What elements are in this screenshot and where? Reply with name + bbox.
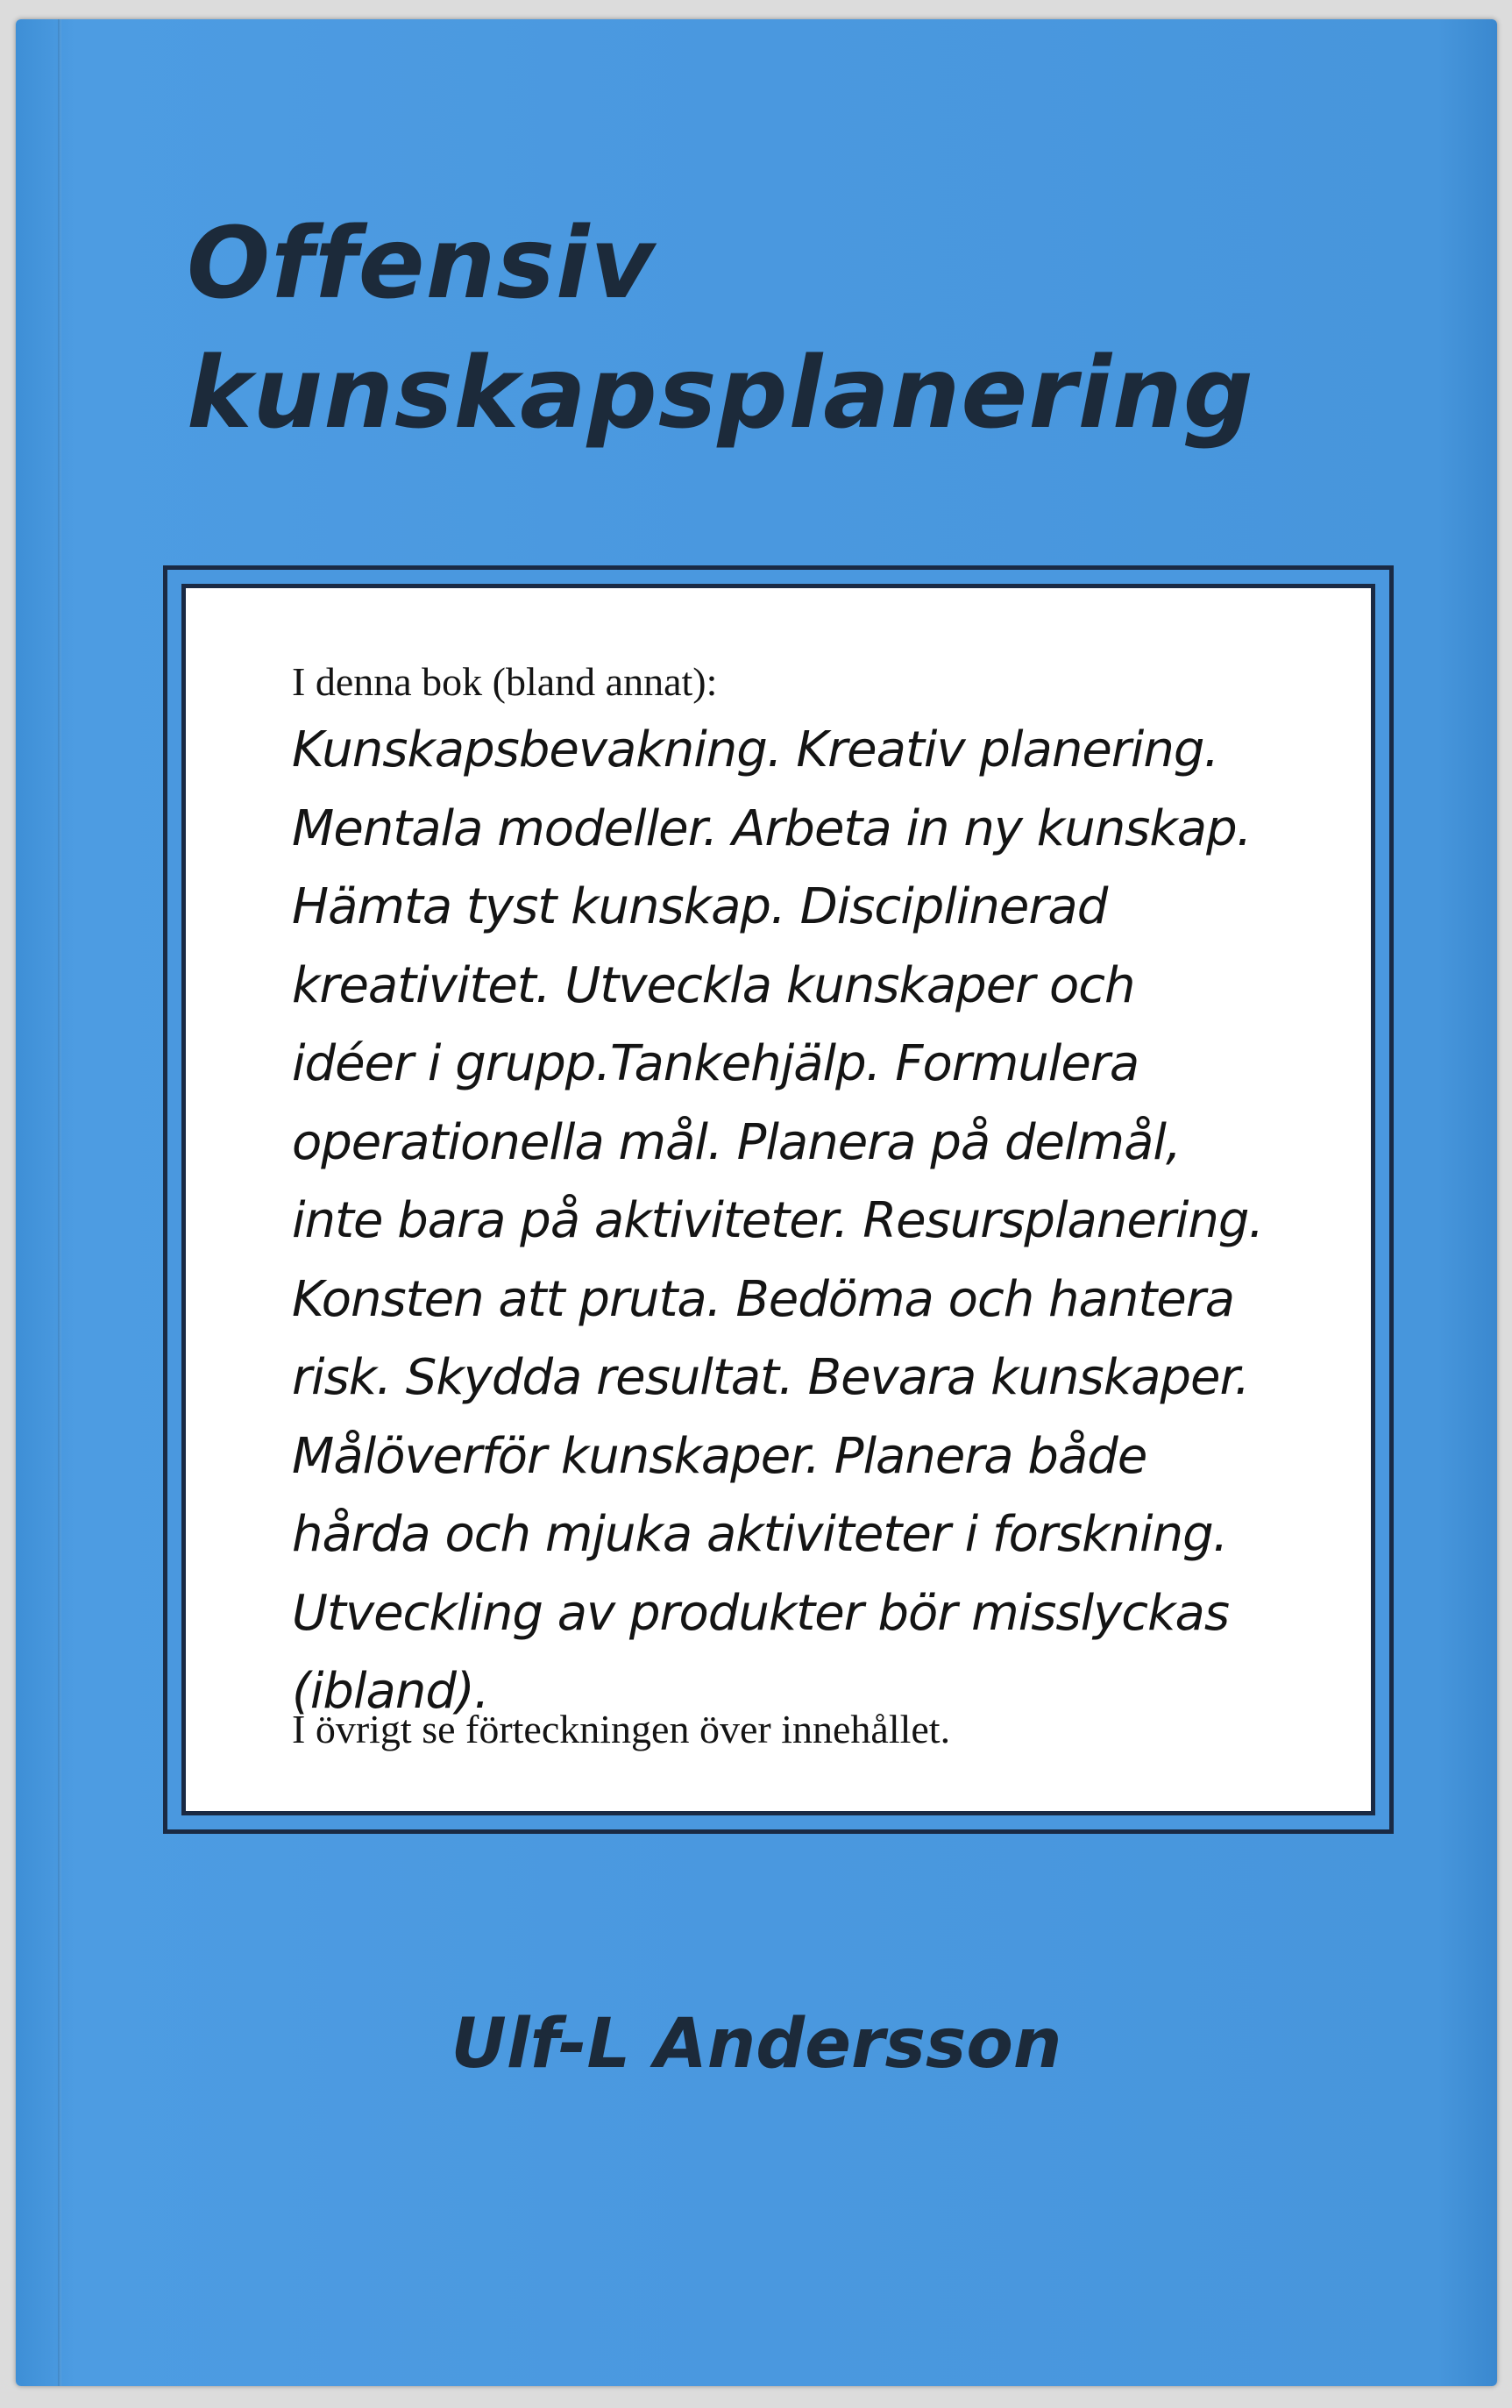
topics-line: (ibland).: [292, 1663, 489, 1720]
topics-line: hårda och mjuka aktiviteter i forskning.: [292, 1506, 1228, 1563]
topics-list: [292, 711, 1263, 1731]
topics-line: Målöverför kunskaper. Planera både: [292, 1427, 1147, 1485]
topics-line: risk. Skydda resultat. Bevara kunskaper.: [292, 1349, 1250, 1406]
description-frame: [163, 565, 1394, 1834]
topics-line: kreativitet. Utveckla kunskaper och: [292, 956, 1135, 1014]
topics-line: Konsten att pruta. Bedöma och hantera: [292, 1270, 1235, 1328]
description-panel: [181, 584, 1375, 1815]
topics-line: Utveckling av produkter bör misslyckas: [292, 1584, 1230, 1642]
author-name: Ulf-L Andersson: [451, 2005, 1062, 2084]
outro-text: I övrigt se förteckningen över innehållet.: [292, 1707, 951, 1751]
topics-line: Hämta tyst kunskap. Disciplinerad: [292, 878, 1108, 935]
topics-line: Mentala modeller. Arbeta in ny kunskap.: [292, 799, 1252, 857]
topics-line: Kunskapsbevakning. Kreativ planering.: [292, 721, 1219, 778]
topics-line: operationella mål. Planera på delmål,: [292, 1113, 1181, 1171]
topics-line: idéer i grupp.Tankehjälp. Formulera: [292, 1035, 1139, 1092]
title-line-2: kunskapsplanering: [187, 337, 1254, 451]
book-title: [187, 199, 1254, 458]
book-cover: [16, 19, 1497, 2386]
topics-line: inte bara på aktiviteter. Resursplanering.: [292, 1192, 1264, 1249]
title-line-1: Offensiv: [187, 207, 656, 321]
intro-text: I denna bok (bland annat):: [292, 659, 718, 704]
